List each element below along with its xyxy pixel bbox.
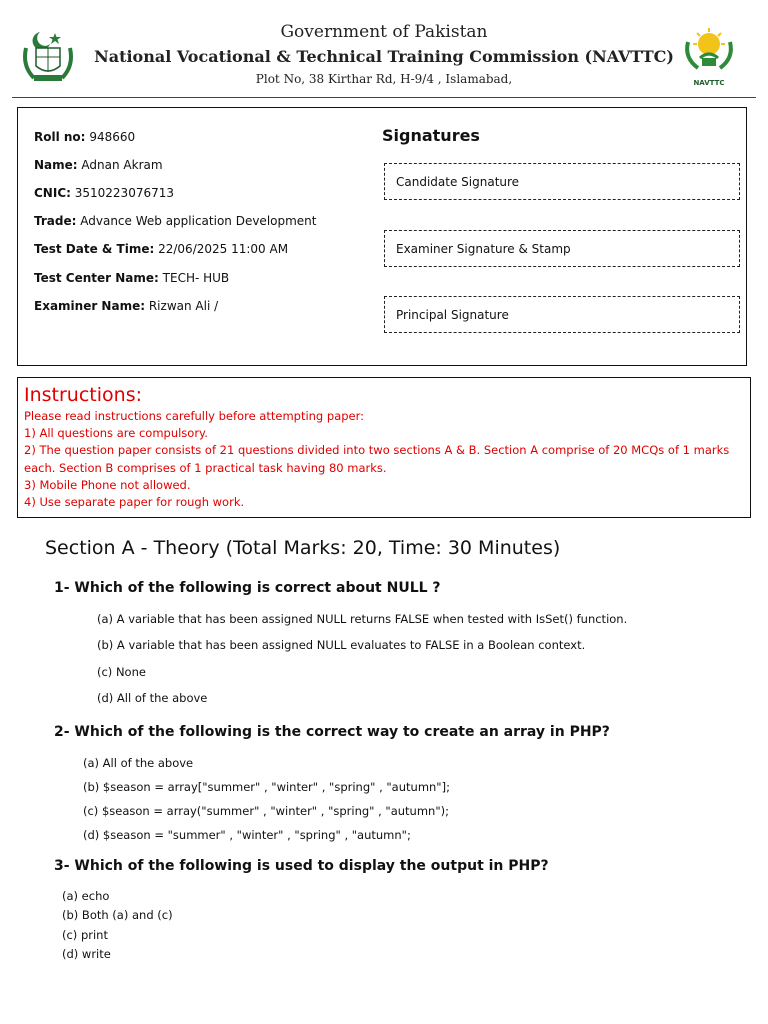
test-datetime-row	[34, 242, 288, 256]
examiner-label: Examiner Name:	[34, 299, 146, 313]
header-address: Plot No, 38 Kirthar Rd, H-9/4 , Islamabad,	[255, 72, 513, 86]
roll-number-row	[34, 130, 135, 144]
header-divider	[12, 97, 756, 98]
examiner-row	[34, 299, 218, 313]
test-center-row	[34, 271, 229, 285]
question-2: 2- Which of the following is the correct way to create an array in PHP?	[54, 724, 610, 740]
test-datetime-label: Test Date & Time:	[34, 242, 155, 256]
question-2-option-b: (b) $season = array["summer" , "winter" , "spring" , "autumn"];	[83, 780, 450, 794]
question-1-option-a: (a) A variable that has been assigned NULL returns FALSE when tested with IsSet() function.	[97, 612, 628, 626]
instruction-line: 3) Mobile Phone not allowed.	[24, 477, 191, 492]
test-center-label: Test Center Name:	[34, 271, 159, 285]
header-government: Government of Pakistan	[280, 22, 488, 42]
navttc-logo	[680, 24, 738, 87]
instructions-title: Instructions:	[24, 384, 142, 406]
question-2-option-c: (c) $season = array("summer" , "winter" , "spring" , "autumn");	[83, 804, 449, 818]
roll-number-label: Roll no:	[34, 130, 86, 144]
name-label: Name:	[34, 158, 78, 172]
navttc-logo-text: NAVTTC	[693, 79, 725, 87]
trade-row	[34, 214, 317, 228]
candidate-signature-box[interactable]	[384, 163, 740, 200]
trade-label: Trade:	[34, 214, 77, 228]
trade-value: Advance Web application Development	[80, 214, 317, 228]
question-3-option-c: (c) print	[62, 928, 108, 942]
question-3: 3- Which of the following is used to display the output in PHP?	[54, 858, 549, 874]
question-2-option-d: (d) $season = "summer" , "winter" , "spring" , "autumn";	[83, 828, 411, 842]
roll-number-value: 948660	[89, 130, 136, 144]
examiner-signature-box[interactable]	[384, 230, 740, 267]
instruction-line: 4) Use separate paper for rough work.	[24, 495, 245, 510]
section-a-title: Section A - Theory (Total Marks: 20, Time: 30 Minutes)	[45, 537, 561, 559]
principal-signature-label: Principal Signature	[396, 307, 509, 322]
instruction-line: 1) All questions are compulsory.	[24, 426, 208, 441]
examiner-value: Rizwan Ali /	[148, 299, 219, 313]
name-row	[34, 158, 163, 172]
question-1: 1- Which of the following is correct about NULL ?	[54, 580, 441, 596]
instructions-box	[17, 377, 751, 518]
question-3-option-d: (d) write	[62, 947, 111, 961]
instruction-line: Please read instructions carefully before attempting paper:	[24, 409, 365, 423]
signatures-title: Signatures	[382, 126, 480, 145]
cnic-row	[34, 186, 174, 200]
examiner-signature-label: Examiner Signature & Stamp	[396, 241, 571, 256]
instruction-line: each. Section B comprises of 1 practical task having 80 marks.	[24, 460, 387, 475]
test-center-value: TECH- HUB	[162, 271, 230, 285]
instruction-line: 2) The question paper consists of 21 questions divided into two sections A & B. Section A comprise of 20 MCQs of 1 marks	[24, 443, 730, 458]
question-1-option-d: (d) All of the above	[97, 691, 208, 705]
navttc-logo-icon	[680, 24, 738, 74]
candidate-info-box	[17, 107, 747, 366]
name-value: Adnan Akram	[81, 158, 163, 172]
question-1-option-b: (b) A variable that has been assigned NULL evaluates to FALSE in a Boolean context.	[97, 638, 586, 652]
question-1-option-c: (c) None	[97, 665, 146, 679]
test-datetime-value: 22/06/2025 11:00 AM	[158, 242, 289, 256]
cnic-value: 3510223076713	[74, 186, 175, 200]
cnic-label: CNIC:	[34, 186, 71, 200]
question-2-option-a: (a) All of the above	[83, 756, 194, 770]
candidate-signature-label: Candidate Signature	[396, 174, 520, 189]
principal-signature-box[interactable]	[384, 296, 740, 333]
question-3-option-b: (b) Both (a) and (c)	[62, 908, 173, 922]
header-commission: National Vocational & Technical Training Commission (NAVTTC)	[94, 47, 674, 66]
question-3-option-a: (a) echo	[62, 889, 110, 903]
